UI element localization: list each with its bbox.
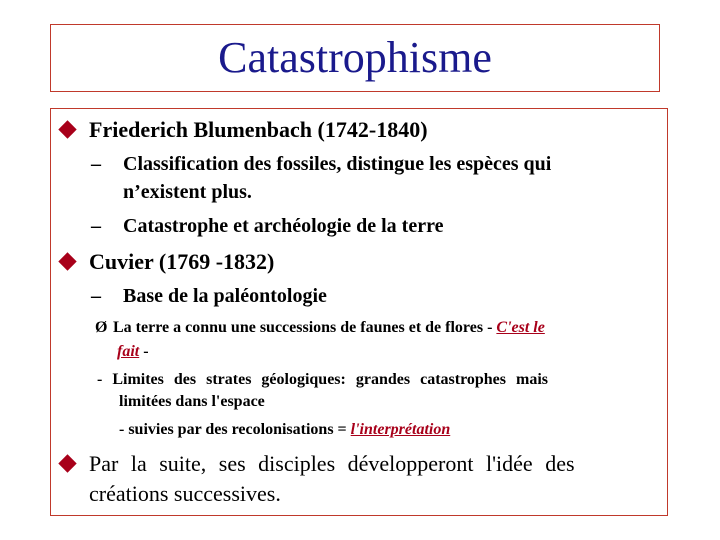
arrow-text: La terre a connu une successions de faunes et de flores - xyxy=(113,319,497,336)
diamond-bullet-icon xyxy=(58,454,76,472)
bullet-cuvier: Cuvier (1769 -1832) xyxy=(89,249,275,274)
sub-paleontologie: Base de la paléontologie xyxy=(123,285,327,307)
title-box xyxy=(50,24,660,92)
diamond-bullet-icon xyxy=(58,120,76,138)
sub-classification-line2: n’existent plus. xyxy=(123,181,252,203)
sub-dash: – xyxy=(91,153,101,175)
arrow-line-continuation xyxy=(117,343,149,361)
arrow-bullet-icon: Ø xyxy=(95,319,108,336)
sub-classification-line1: Classification des fossiles, distingue les espèces qui xyxy=(123,153,552,175)
disciples-line2: créations successives. xyxy=(89,481,281,506)
sub-catastrophe: Catastrophe et archéologie de la terre xyxy=(123,215,444,237)
highlight-cest-le: C'est le xyxy=(496,319,545,336)
suivies-text: - suivies par des recolonisations = xyxy=(119,421,351,438)
bullet-blumenbach: Friederich Blumenbach (1742-1840) xyxy=(89,117,428,142)
arrow-trailing: - xyxy=(139,343,149,360)
limites-line2: limitées dans l'espace xyxy=(119,393,265,410)
sub-dash: – xyxy=(91,215,101,237)
limites-line1: - Limites des strates géologiques: grandes catastrophes mais xyxy=(97,371,549,388)
slide-title: Catastrophisme xyxy=(218,33,492,82)
sub-dash: – xyxy=(91,285,101,307)
highlight-interpretation: l'interprétation xyxy=(350,421,451,438)
arrow-line xyxy=(95,319,545,337)
content-box xyxy=(50,108,668,516)
disciples-line1: Par la suite, ses disciples développeront l'idée des xyxy=(89,451,575,476)
suivies-line xyxy=(119,421,450,439)
highlight-fait: fait xyxy=(117,343,140,360)
diamond-bullet-icon xyxy=(58,252,76,270)
